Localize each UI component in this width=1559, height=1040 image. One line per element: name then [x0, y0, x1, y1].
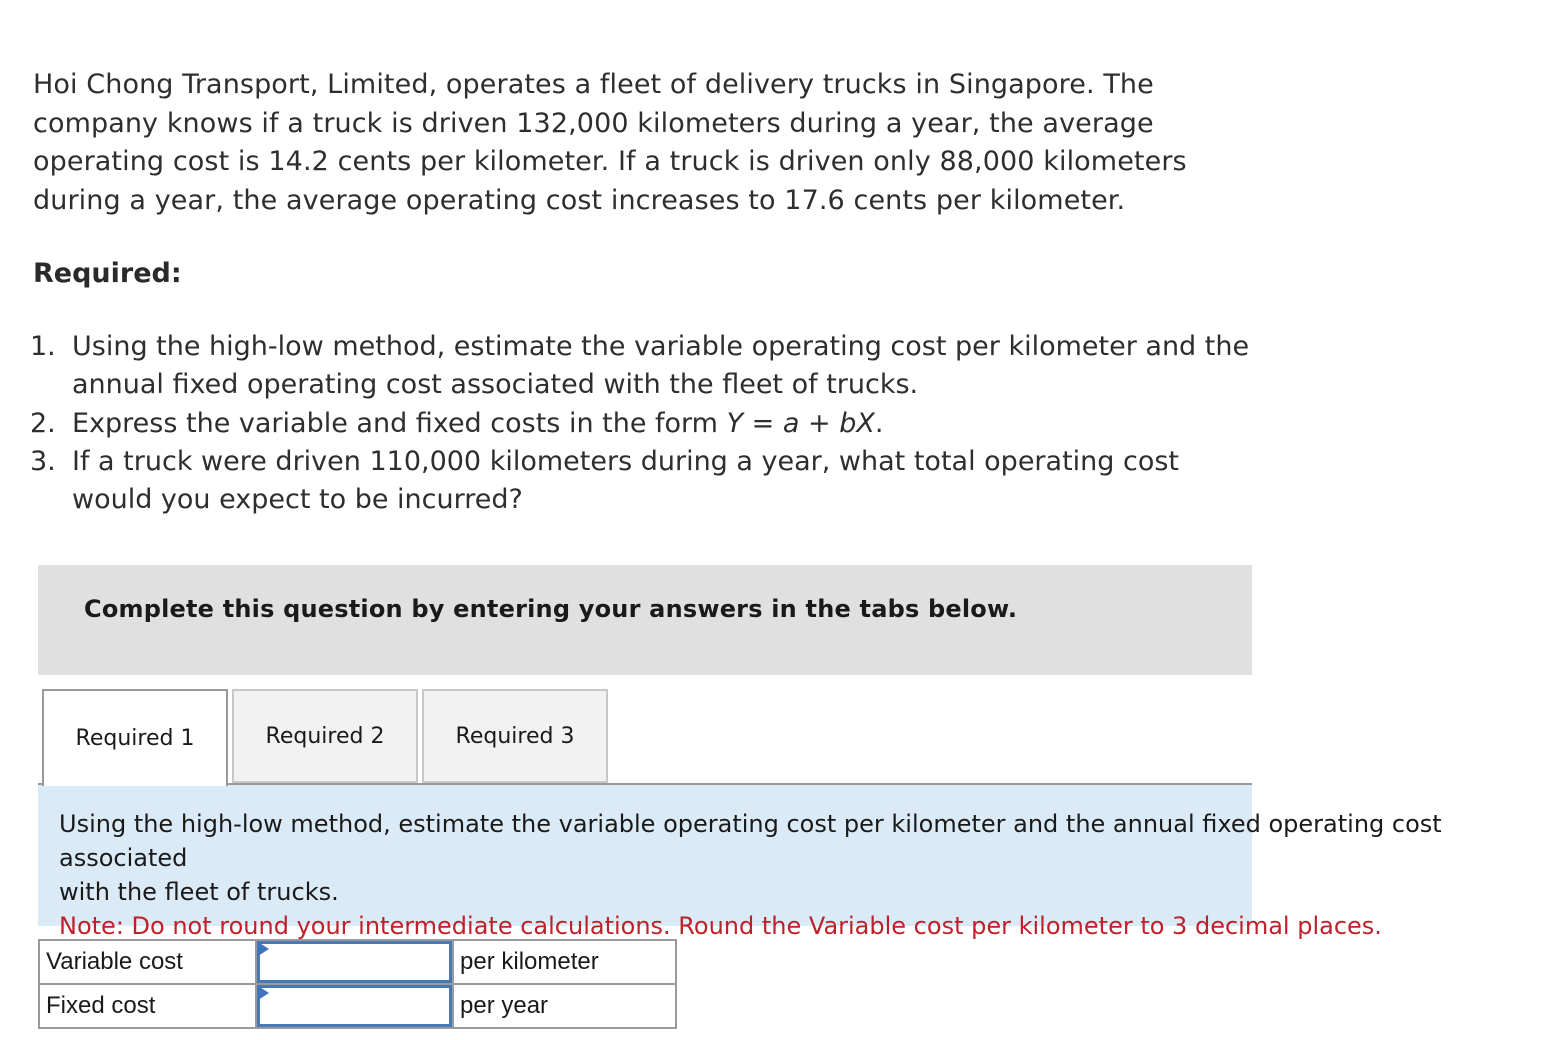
fixed-cost-input[interactable]	[257, 985, 452, 1027]
item-number: 1.	[30, 331, 56, 362]
cost-formula: Y = a + bX	[726, 407, 875, 439]
instructions-line-1: Using the high-low method, estimate the variable operating cost per kilometer and the annual fixed operating cost associated	[59, 810, 1442, 872]
rounding-note: Note: Do not round your intermediate calculations. Round the Variable cost per kilometer to 3 decimal places.	[59, 912, 1382, 940]
tab-required-2[interactable]: Required 2	[232, 689, 418, 783]
required-item-2	[30, 405, 1250, 443]
required-item-3	[30, 443, 1250, 520]
instruction-banner	[38, 565, 1252, 675]
item-number: 3.	[30, 445, 56, 477]
fixed-cost-label: Fixed cost	[39, 984, 256, 1028]
table-row	[39, 940, 676, 984]
variable-cost-input-cell	[256, 940, 453, 984]
item-number: 2.	[30, 407, 56, 439]
tab-required-1[interactable]: Required 1	[42, 689, 228, 786]
required-heading: Required:	[33, 258, 182, 289]
item-text: Express the variable and fixed costs in the form	[72, 407, 727, 439]
required-list	[30, 328, 1250, 519]
instructions-line-2: with the fleet of trucks.	[59, 878, 339, 906]
required-item-1	[30, 328, 1250, 405]
item-suffix: .	[874, 407, 884, 439]
variable-cost-label: Variable cost	[39, 940, 256, 984]
instructions-text	[59, 807, 1559, 943]
problem-statement: Hoi Chong Transport, Limited, operates a fleet of delivery trucks in Singapore. The company knows if a truck is driven 132,000 kilometers during a year, the average operating cost is 14.2 cents per kilometer. If a truck is driven only 88,000 kilometers during a year, the average operating cost increases to 17.6 cents per kilometer.	[33, 69, 1187, 216]
variable-cost-input[interactable]	[257, 941, 452, 983]
table-row	[39, 984, 676, 1028]
fixed-cost-input-cell	[256, 984, 453, 1028]
variable-cost-unit: per kilometer	[453, 940, 676, 984]
answer-table	[38, 939, 677, 1029]
tab-required-3[interactable]: Required 3	[422, 689, 608, 783]
item-text: If a truck were driven 110,000 kilometers during a year, what total operating cost would you expect to be incurred?	[72, 445, 1180, 516]
tab-instructions-panel	[38, 785, 1442, 940]
fixed-cost-unit: per year	[453, 984, 676, 1028]
item-text: Using the high-low method, estimate the variable operating cost per kilometer and the annual fixed operating cost associated with the fleet of trucks.	[72, 331, 1250, 401]
banner-text: Complete this question by entering your answers in the tabs below.	[84, 595, 1018, 623]
